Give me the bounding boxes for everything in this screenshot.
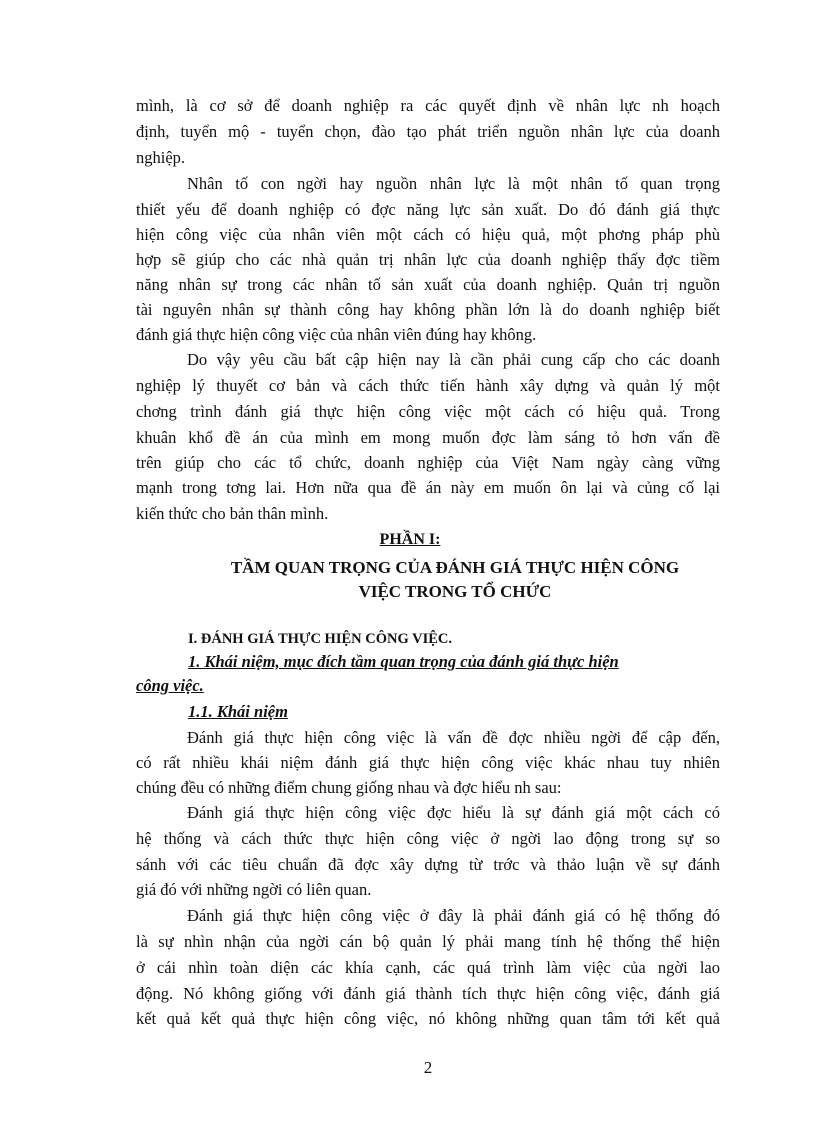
page-number: 2 <box>423 1058 433 1077</box>
paragraph-line: mạnh trong tơng lai. Hơn nữa qua đề án này em muốn ôn lại và củng cố lại <box>136 478 720 497</box>
paragraph-line: năng nhân sự trong các nhân tố sản xuất của doanh nghiệp. Quản trị nguồn <box>136 275 720 294</box>
paragraph-line: thiết yếu để doanh nghiệp có đợc năng lực sản xuất. Do đó đánh giá thực <box>136 200 720 219</box>
paragraph-line: Đánh giá thực hiện công việc là vấn đề đợc nhiều ngời để cập đến, <box>187 728 720 747</box>
paragraph-line: kết quả kết quả thực hiện công việc, nó không những quan tâm tới kết quả <box>136 1009 720 1028</box>
part-title-line: TẦM QUAN TRỌNG CỦA ĐÁNH GIÁ THỰC HIỆN CÔNG <box>230 558 680 577</box>
paragraph-line: hệ thống và cách thức thực hiện công việc ở ngời lao động trong sự so <box>136 829 720 848</box>
part-title-line: VIỆC TRONG TỔ CHỨC <box>358 582 552 601</box>
paragraph-line: có rất nhiều khái niệm đánh giá thực hiện công việc khác nhau tuy nhiên <box>136 753 720 772</box>
subsection-heading-line: 1. Khái niệm, mục đích tầm quan trọng của đánh giá thực hiện <box>188 652 619 671</box>
subsection-heading-line: công việc. <box>136 676 204 695</box>
section-heading: I. ĐÁNH GIÁ THỰC HIỆN CÔNG VIỆC. <box>188 631 452 647</box>
paragraph-line: hợp sẽ giúp cho các nhà quản trị nhân lực của doanh nghiệp thấy đợc tiềm <box>136 250 720 269</box>
paragraph-line: tài nguyên nhân sự thành công hay không phần lớn là do doanh nghiệp biết <box>136 300 720 319</box>
paragraph-line: nghiệp. <box>136 148 186 167</box>
paragraph-line: ở cái nhìn toàn diện các khía cạnh, các quá trình làm việc của ngời lao <box>136 958 720 977</box>
paragraph-line: đánh giá thực hiện công việc của nhân viên đúng hay không. <box>136 325 537 344</box>
paragraph-line: định, tuyển mộ - tuyển chọn, đào tạo phát triển nguồn nhân lực của doanh <box>136 122 720 141</box>
paragraph-line: Đánh giá thực hiện công việc ở đây là phải đánh giá có hệ thống đó <box>187 906 720 925</box>
paragraph-line: sánh với các tiêu chuẩn đã đợc xây dựng từ trớc và thảo luận về sự đánh <box>136 855 720 874</box>
paragraph-line: chơng trình đánh giá thực hiện công việc một cách có hiệu quả. Trong <box>136 402 720 421</box>
paragraph-line: nghiệp lý thuyết cơ bản và cách thức tiến hành xây dựng và quản lý một <box>136 376 720 395</box>
paragraph-line: chúng đều có những điểm chung giống nhau và đợc hiểu nh sau: <box>136 778 562 797</box>
paragraph-line: hiện công việc của nhân viên một cách có hiệu quả, một phơng pháp phù <box>136 225 720 244</box>
paragraph-line: động. Nó không giống với đánh giá thành tích thực hiện công việc, đánh giá <box>136 984 720 1003</box>
paragraph-line: giá đó với những ngời có liên quan. <box>136 880 372 899</box>
subsubsection-heading: 1.1. Khái niệm <box>188 702 288 721</box>
paragraph-line: Do vậy yêu cầu bất cập hiện nay là cần phải cung cấp cho các doanh <box>187 350 720 369</box>
paragraph-line: Đánh giá thực hiện công việc đợc hiểu là sự đánh giá một cách có <box>187 803 720 822</box>
part-heading: PHẦN I: <box>379 531 441 548</box>
paragraph-line: trên giúp cho các tổ chức, doanh nghiệp của Việt Nam ngày càng vững <box>136 453 720 472</box>
paragraph-line: kiến thức cho bản thân mình. <box>136 504 329 523</box>
paragraph-line: là sự nhìn nhận của ngời cán bộ quản lý phải mang tính hệ thống thể hiện <box>136 932 720 951</box>
paragraph-line: khuân khổ đề án của mình em mong muốn đợc làm sáng tỏ hơn vấn đề <box>136 428 720 447</box>
paragraph-line: mình, là cơ sở để doanh nghiệp ra các quyết định về nhân lực nh hoạch <box>136 96 720 115</box>
paragraph-line: Nhân tố con ngời hay nguồn nhân lực là một nhân tố quan trọng <box>187 174 720 193</box>
